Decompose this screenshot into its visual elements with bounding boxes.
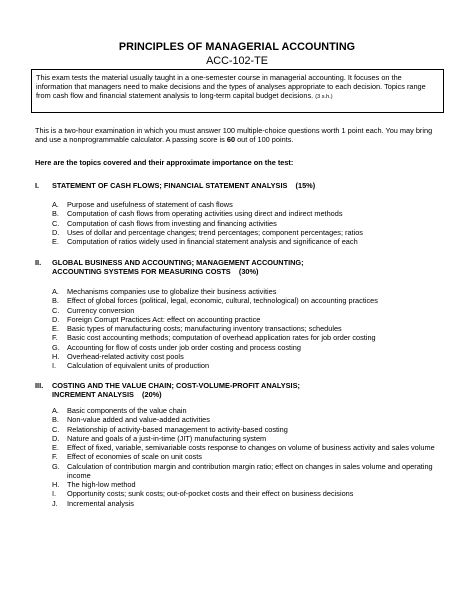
document-title: PRINCIPLES OF MANAGERIAL ACCOUNTING — [118, 41, 356, 53]
list-item: A. Mechanisms companies use to globalize their business activities — [52, 287, 277, 296]
list-item: E. Effect of fixed, variable, semivariable costs response to changes on volume of business activity and sales volume — [52, 443, 435, 452]
section-1-list — [52, 200, 447, 246]
list-item: B. Computation of cash flows from operating activities using direct and indirect methods — [52, 209, 343, 219]
list-item: C. Relationship of activity-based management to activity-based costing — [52, 424, 288, 434]
section-2-list — [52, 287, 447, 370]
list-item: B. Effect of global forces (political, legal, economic, cultural, technological) on accounting practices — [52, 296, 378, 306]
list-item: I. Opportunity costs; sunk costs; out-of-pocket costs and their effect on business decisions — [52, 489, 354, 499]
list-item: H. The high-low method — [52, 480, 136, 489]
exam-info-end: out of 100 points. — [235, 135, 294, 145]
section-heading-3 — [35, 381, 445, 400]
list-item: C. Currency conversion — [52, 305, 135, 315]
section-3-list — [52, 406, 447, 508]
list-item: D. Nature and goals of a just-in-time (JIT) manufacturing system — [52, 433, 267, 443]
section-heading-2 — [35, 258, 445, 277]
list-item: D. Uses of dollar and percentage changes; trend percentages; component percentages; ratios — [52, 227, 363, 237]
list-item: I. Calculation of equivalent units of production — [52, 361, 210, 370]
list-item: G. Accounting for flow of costs under job order costing and process costing — [52, 342, 301, 352]
list-item: A. Basic components of the value chain — [52, 406, 187, 415]
section-numeral: III. — [35, 381, 44, 390]
list-item: G. Calculation of contribution margin and contribution margin ratio; effect on changes in sales volume and operating income — [52, 461, 433, 480]
list-item: F. Effect of economies of scale on unit costs — [52, 452, 202, 462]
list-item: H. Overhead-related activity cost pools — [52, 351, 184, 361]
intro-text: This exam tests the material usually taught in a one-semester course in managerial accounting. It focuses on the information that managers need to make decisions and the types of analyses appropriate to each decision. Topics range from cash flow and financial statement analysis to long-term capital budget decisions. — [36, 73, 426, 101]
section-title: GLOBAL BUSINESS AND ACCOUNTING; MANAGEMENT ACCOUNTING; ACCOUNTING SYSTEMS FOR MEASURING COSTS (30%) — [52, 258, 304, 277]
list-item: E. Computation of ratios widely used in financial statement analysis and significance of each — [52, 237, 358, 246]
passing-score: 60 — [226, 135, 236, 145]
section-heading-1 — [35, 181, 445, 190]
course-code: ACC-102-TE — [206, 55, 268, 67]
intro-box — [31, 69, 444, 113]
list-item: D. Foreign Corrupt Practices Act: effect on accounting practice — [52, 314, 261, 324]
list-item: C. Computation of cash flows from investing and financing activities — [52, 218, 277, 228]
exam-info — [35, 126, 445, 144]
list-item: J. Incremental analysis — [52, 498, 134, 508]
section-numeral: II. — [35, 258, 42, 267]
list-item: A. Purpose and usefulness of statement of cash flows — [52, 200, 233, 209]
credit-hours: (3 s.h.) — [315, 94, 333, 101]
section-title: STATEMENT OF CASH FLOWS; FINANCIAL STATEMENT ANALYSIS (15%) — [52, 181, 316, 190]
section-title: COSTING AND THE VALUE CHAIN; COST-VOLUME-PROFIT ANALYSIS; INCREMENT ANALYSIS (20%) — [52, 381, 300, 400]
list-item: F. Basic cost accounting methods; computation of overhead application rates for job order costing — [52, 333, 376, 343]
list-item: B. Non-value added and value-added activities — [52, 415, 210, 425]
list-item: E. Basic types of manufacturing costs; manufacturing inventory transactions; schedules — [52, 324, 342, 333]
topics-heading: Here are the topics covered and their approximate importance on the test: — [35, 158, 294, 167]
section-numeral: I. — [35, 181, 40, 190]
exam-info-text: This is a two-hour examination in which you must answer 100 multiple-choice questions worth 1 point each. You may bring and use a nonprogrammable calculator. A passing score is — [35, 126, 433, 145]
